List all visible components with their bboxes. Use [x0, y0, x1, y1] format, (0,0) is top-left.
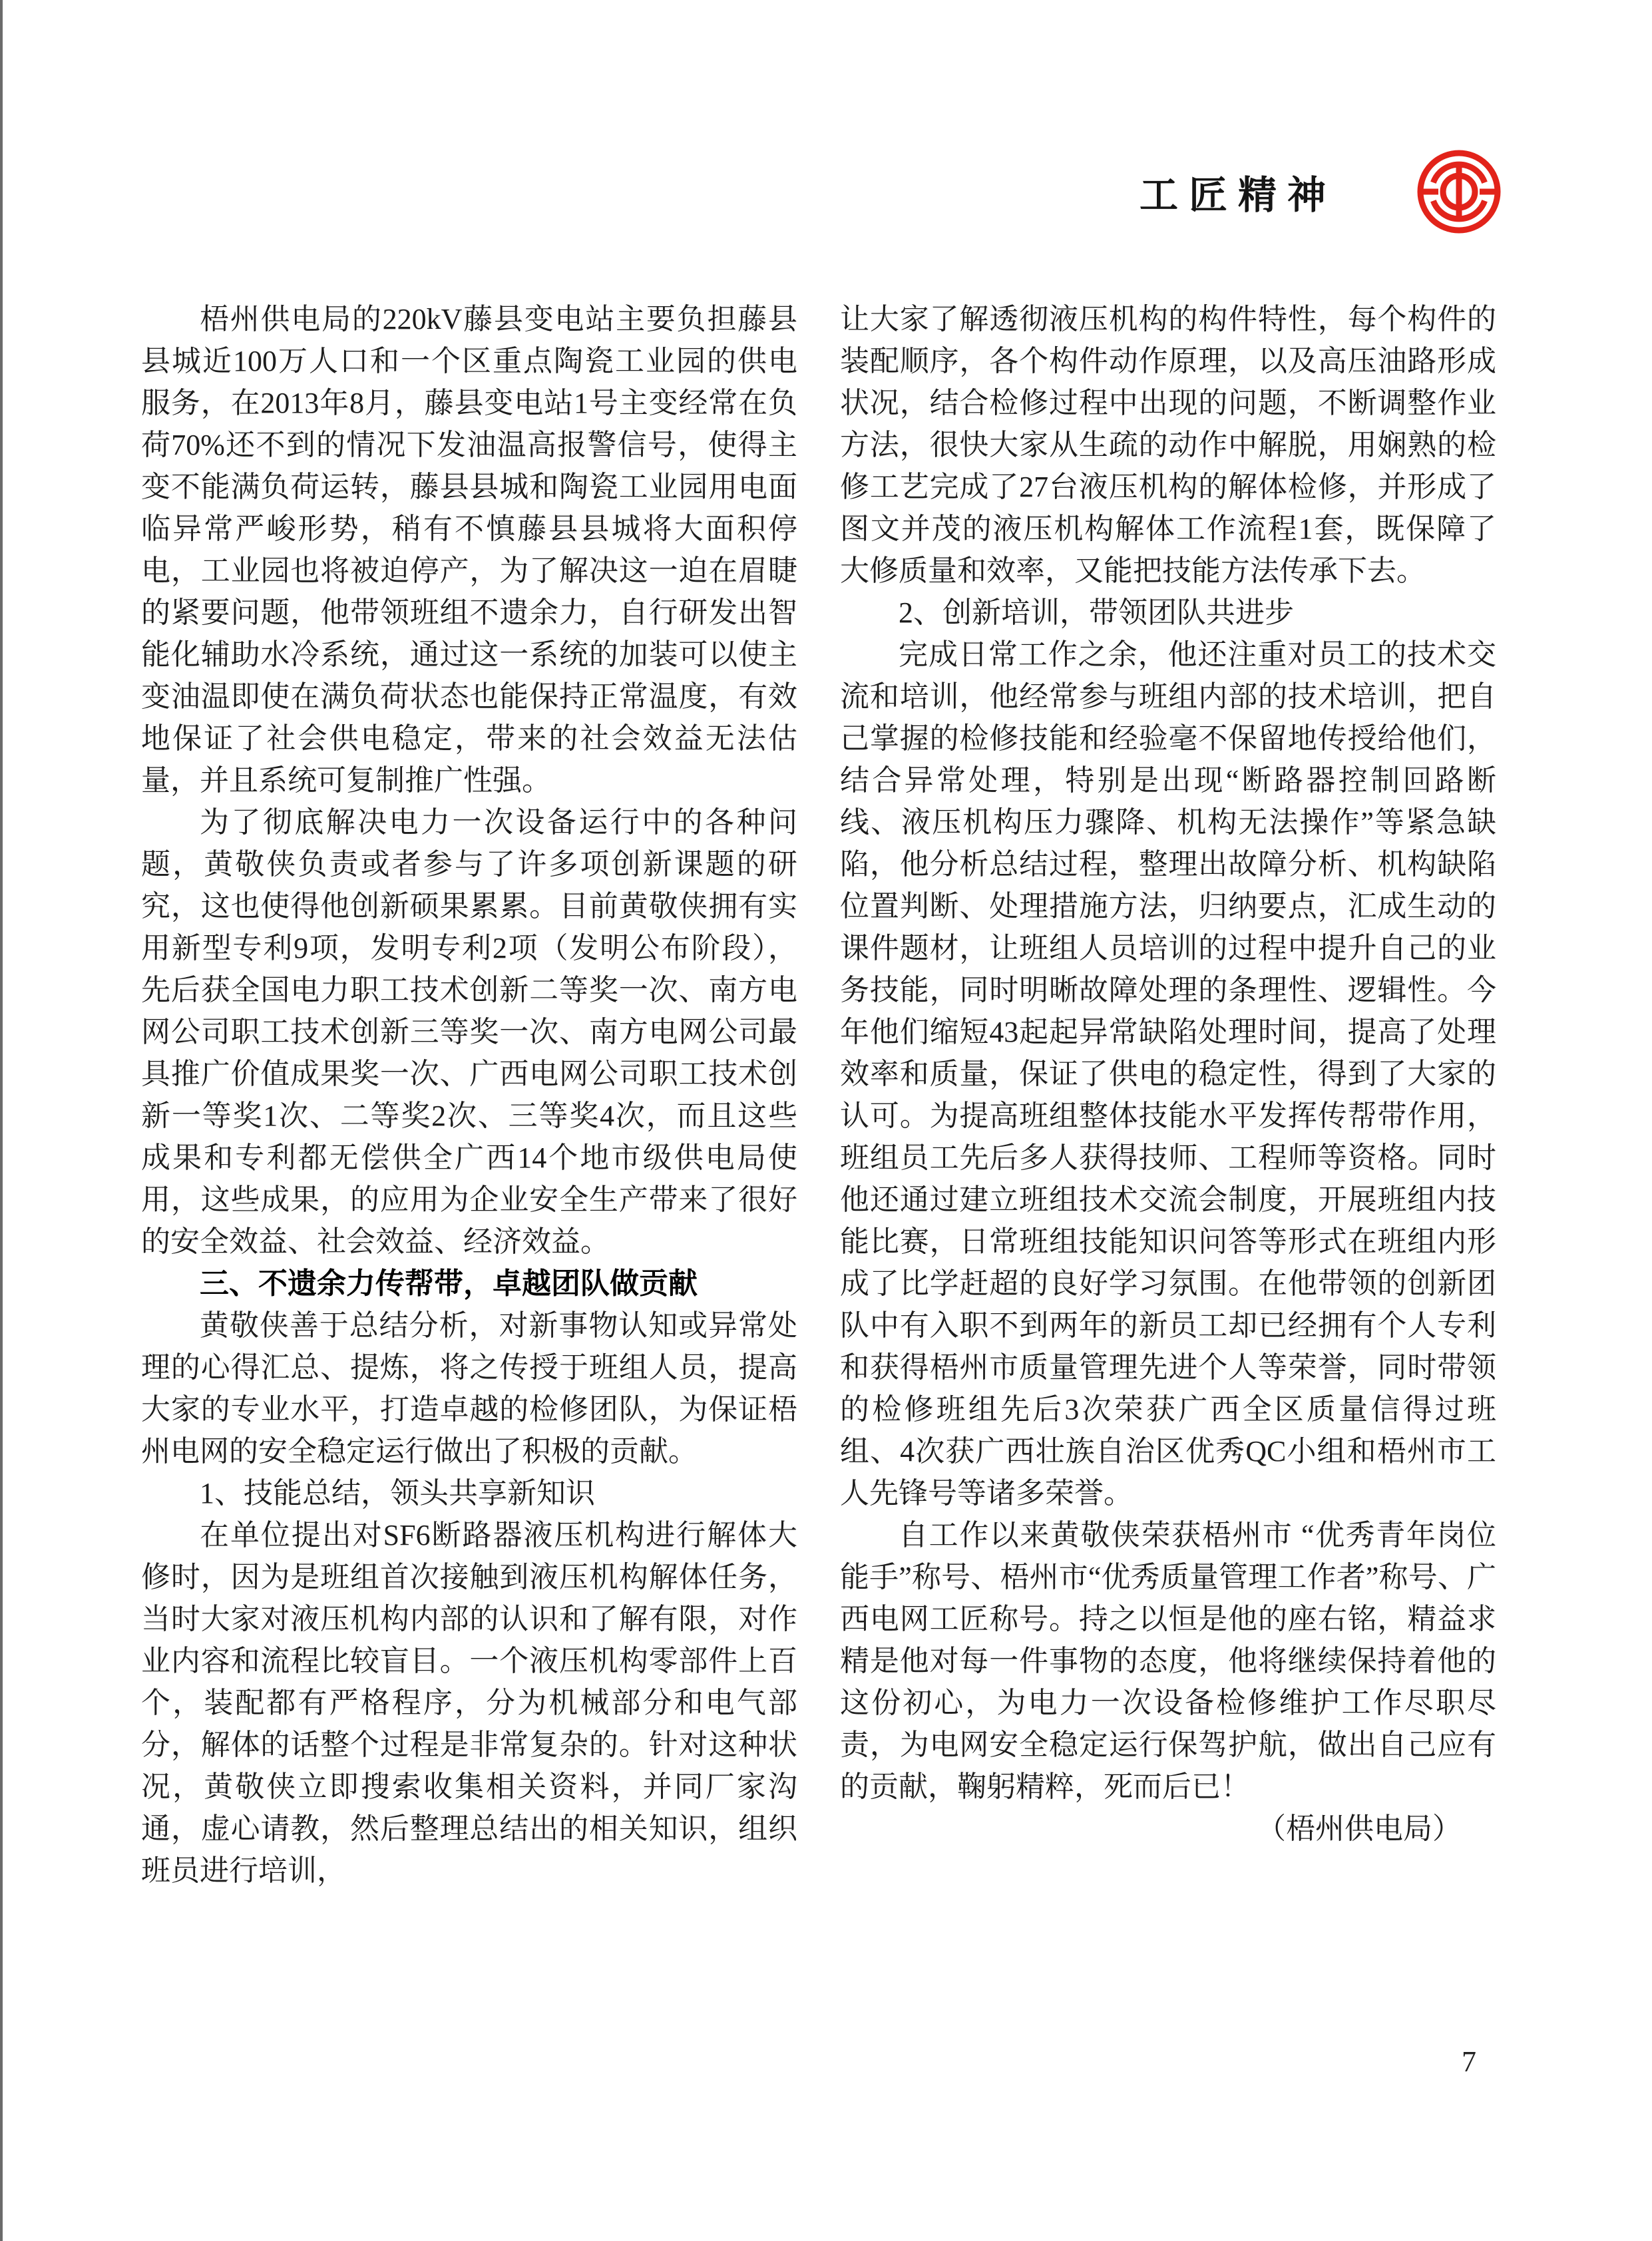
attribution-line: （梧州供电局）	[1257, 1812, 1462, 1845]
body-paragraph: 为了彻底解决电力一次设备运行中的各种问题，黄敬侠负责或者参与了许多项创新课题的研究，这也使得他创新硕果累累。目前黄敬侠拥有实用新型专利9项，发明专利2项（发明公布阶段），先后获全国电力职工技术创新二等奖一次、南方电网公司职工技术创新三等奖一次、南方电网公司最具推广价值成果奖一次、广西电网公司职工技术创新一等奖1次、二等奖2次、三等奖4次，而且这些成果和专利都无偿供全广西14个地市级供电局使用，这些成果，的应用为企业安全生产带来了很好的安全效益、社会效益、经济效益。	[141, 806, 797, 1258]
body-paragraph: 在单位提出对SF6断路器液压机构进行解体大修时，因为是班组首次接触到液压机构解体任务，当时大家对液压机构内部的认识和了解有限，对作业内容和流程比较盲目。一个液压机构零部件上百个，装配都有严格程序，分为机械部分和电气部分，解体的话整个过程是非常复杂的。针对这种状况，黄敬侠立即搜索收集相关资料，并同厂家沟通，虚心请教，然后整理总结出的相关知识，组织班员进行培训，	[141, 1519, 797, 1887]
sub-heading: 2、创新培训，带领团队共进步	[899, 596, 1294, 629]
sub-heading: 1、技能总结，领头共享新知识	[200, 1477, 595, 1510]
trade-union-logo-icon	[1415, 148, 1503, 236]
body-paragraph: 梧州供电局的220kV藤县变电站主要负担藤县县城近100万人口和一个区重点陶瓷工业园的供电服务，在2013年8月，藤县变电站1号主变经常在负荷70%还不到的情况下发油温高报警信号，使得主变不能满负荷运转，藤县县城和陶瓷工业园用电面临异常严峻形势，稍有不慎藤县县城将大面积停电，工业园也将被迫停产，为了解决这一迫在眉睫的紧要问题，他带领班组不遗余力，自行研发出智能化辅助水冷系统，通过这一系统的加装可以使主变油温即使在满负荷状态也能保持正常温度，有效地保证了社会供电稳定，带来的社会效益无法估量，并且系统可复制推广性强。	[141, 303, 797, 797]
section-heading: 三、不遗余力传帮带，卓越团队做贡献	[200, 1267, 698, 1300]
page-left-edge-line	[0, 0, 3, 2241]
article-right-column	[840, 298, 1496, 1850]
body-paragraph: 完成日常工作之余，他还注重对员工的技术交流和培训，他经常参与班组内部的技术培训，把自己掌握的检修技能和经验毫不保留地传授给他们，结合异常处理，特别是出现“断路器控制回路断线、液压机构压力骤降、机构无法操作”等紧急缺陷，他分析总结过程，整理出故障分析、机构缺陷位置判断、处理措施方法，归纳要点，汇成生动的课件题材，让班组人员培训的过程中提升自己的业务技能，同时明晰故障处理的条理性、逻辑性。今年他们缩短43起起异常缺陷处理时间，提高了处理效率和质量，保证了供电的稳定性，得到了大家的认可。为提高班组整体技能水平发挥传帮带作用，班组员工先后多人获得技师、工程师等资格。同时他还通过建立班组技术交流会制度，开展班组内技能比赛，日常班组技能知识问答等形式在班组内形成了比学赶超的良好学习氛围。在他带领的创新团队中有入职不到两年的新员工却已经拥有个人专利和获得梧州市质量管理先进个人等荣誉，同时带领的检修班组先后3次荣获广西全区质量信得过班组、4次获广西壮族自治区优秀QC小组和梧州市工人先锋号等诸多荣誉。	[840, 638, 1496, 1510]
page-number: 7	[1462, 2045, 1476, 2078]
body-paragraph: 黄敬侠善于总结分析，对新事物认知或异常处理的心得汇总、提炼，将之传授于班组人员，提高大家的专业水平，打造卓越的检修团队，为保证梧州电网的安全稳定运行做出了积极的贡献。	[141, 1309, 797, 1468]
page-header-title: 工匠精神	[1139, 174, 1337, 217]
body-paragraph: 让大家了解透彻液压机构的构件特性，每个构件的装配顺序，各个构件动作原理，以及高压油路形成状况，结合检修过程中出现的问题，不断调整作业方法，很快大家从生疏的动作中解脱，用娴熟的检修工艺完成了27台液压机构的解体检修，并形成了图文并茂的液压机构解体工作流程1套，既保障了大修质量和效率，又能把技能方法传承下去。	[840, 303, 1496, 587]
body-paragraph: 自工作以来黄敬侠荣获梧州市 “优秀青年岗位能手”称号、梧州市“优秀质量管理工作者”称号、广西电网工匠称号。持之以恒是他的座右铭，精益求精是他对每一件事物的态度，他将继续保持着他的这份初心，为电力一次设备检修维护工作尽职尽责，为电网安全稳定运行保驾护航，做出自己应有的贡献，鞠躬精粹，死而后已！	[840, 1519, 1496, 1803]
article-left-column	[141, 298, 797, 1892]
